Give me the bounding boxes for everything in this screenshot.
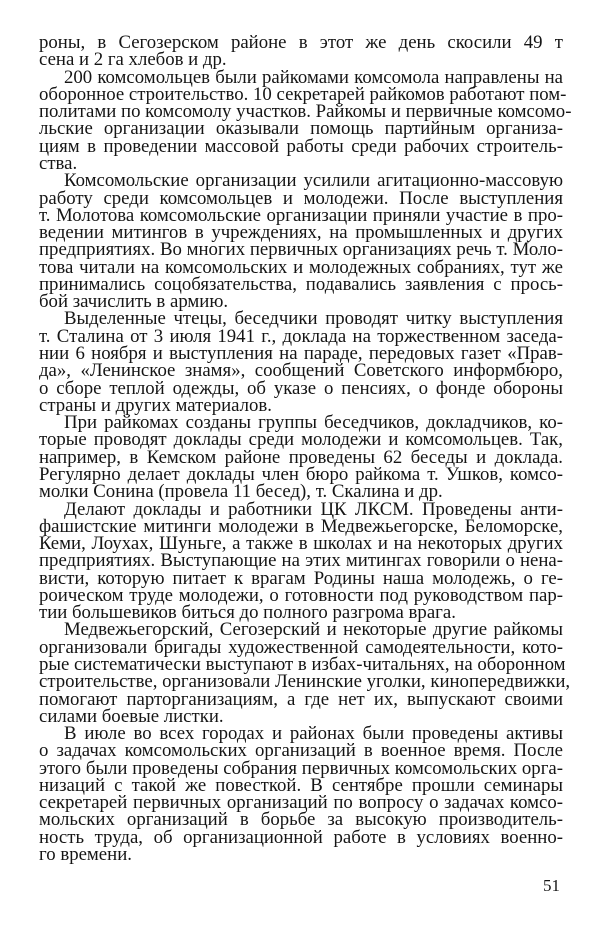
text-line: работу среди комсомольцев и молодежи. После выступления bbox=[39, 187, 563, 209]
text-line: например, в Кемском районе проведены 62 беседы и доклада. bbox=[39, 446, 563, 468]
text-line: этого были проведены собрания первичных комсомольских орга- bbox=[39, 757, 563, 779]
text-line: Комсомольские организации усилили агитационно-массовую bbox=[64, 170, 563, 192]
text-line: организовали бригады художественной самодеятельности, кото- bbox=[39, 636, 563, 658]
text-line: роическом труде молодежи, о готовности под руководством пар- bbox=[39, 584, 563, 606]
text-line: торые проводят доклады среди молодежи и комсомольцев. Так, bbox=[39, 429, 563, 451]
text-line: ность труда, об организационной работе в условиях военно- bbox=[39, 826, 563, 848]
text-line: т. Сталина от 3 июля 1941 г., доклада на торжественном заседа- bbox=[39, 325, 563, 347]
text-line: Регулярно делает доклады член бюро райкома т. Ушков, комсо- bbox=[39, 463, 563, 485]
text-line: нии 6 ноября и выступления на параде, передовых газет «Прав- bbox=[39, 343, 563, 364]
text-line: Медвежьегорский, Сегозерский и некоторые другие райкомы bbox=[64, 619, 563, 641]
text-line: политами по комсомолу участков. Райкомы и первичные комсомо- bbox=[39, 101, 572, 123]
text-line: страны и других материалов. bbox=[39, 394, 272, 416]
text-line: Кеми, Лоухах, Шуньге, а также в школах и на некоторых других bbox=[39, 533, 563, 554]
text-line: 200 комсомольцев были райкомами комсомола направлены на bbox=[64, 66, 563, 88]
text-line: циям в проведении массовой работы среди рабочих строитель- bbox=[39, 135, 563, 157]
text-line: Выделенные чтецы, беседчики проводят читку выступления bbox=[64, 308, 563, 330]
text-line: помогают парторганизациям, а где нет их, выпускают своими bbox=[39, 688, 563, 710]
text-line: Делают доклады и работники ЦК ЛКСМ. Проведены анти- bbox=[64, 498, 563, 520]
text-line: о задачах комсомольских организаций в военное время. После bbox=[39, 740, 563, 762]
text-line: низаций с такой же повесткой. В сентябре прошли семинары bbox=[39, 774, 563, 796]
text-line: висти, которую питает к врагам Родины наша молодежь, о ге- bbox=[39, 567, 563, 589]
text-line: силами боевые листки. bbox=[39, 705, 224, 727]
text-line: льские организации оказывали помощь партийным организа- bbox=[39, 118, 563, 140]
text-line: В июле во всех городах и районах были проведены активы bbox=[64, 723, 563, 745]
text-line: ства. bbox=[39, 152, 78, 174]
text-line: да», «Ленинское знамя», сообщений Советского информбюро, bbox=[39, 360, 563, 382]
text-line: го времени. bbox=[39, 844, 132, 865]
text-line: ведении митингов в учреждениях, на промышленных и других bbox=[39, 222, 563, 243]
text-line: фашистские митинги молодежи в Медвежьегорске, Беломорске, bbox=[39, 515, 563, 537]
text-line: т. Молотова комсомольские организации приняли участие в про- bbox=[39, 204, 563, 226]
text-line: предприятиях. Выступающие на этих митингах говорили о нена- bbox=[39, 550, 563, 572]
text-line: о сборе теплой одежды, об указе о пенсиях, о фонде обороны bbox=[39, 377, 563, 399]
text-line: строительстве, организовали Ленинские уголки, кинопередвижки, bbox=[39, 671, 571, 693]
text-line: При райкомах созданы группы беседчиков, докладчиков, ко- bbox=[64, 412, 563, 434]
text-line: тии большевиков биться до полного разгрома врага. bbox=[39, 602, 456, 624]
text-line: роны, в Сегозерском районе в этот же день скосили 49 т bbox=[39, 32, 563, 53]
text-line: молки Сонина (провела 11 бесед), т. Скалина и др. bbox=[39, 481, 443, 503]
text-line: предприятиях. Во многих первичных организациях речь т. Моло- bbox=[39, 239, 563, 261]
text-line: това читали на комсомольских и молодежных собраниях, тут же bbox=[39, 256, 563, 278]
text-line: секретарей первичных организаций по вопросу о задачах комсо- bbox=[39, 792, 563, 814]
text-line: оборонное строительство. 10 секретарей райкомов работают пом- bbox=[39, 83, 567, 105]
page-number: 51 bbox=[543, 876, 560, 895]
text-line: принимались соцобязательства, подавались заявления с прось- bbox=[39, 273, 563, 295]
text-line: сена и 2 га хлебов и др. bbox=[39, 49, 227, 71]
text-line: рые систематически выступают в избах-читальнях, на оборонном bbox=[39, 654, 566, 675]
text-line: мольских организаций в борьбе за высокую производитель- bbox=[39, 809, 563, 831]
text-line: бой зачислить в армию. bbox=[39, 291, 229, 313]
